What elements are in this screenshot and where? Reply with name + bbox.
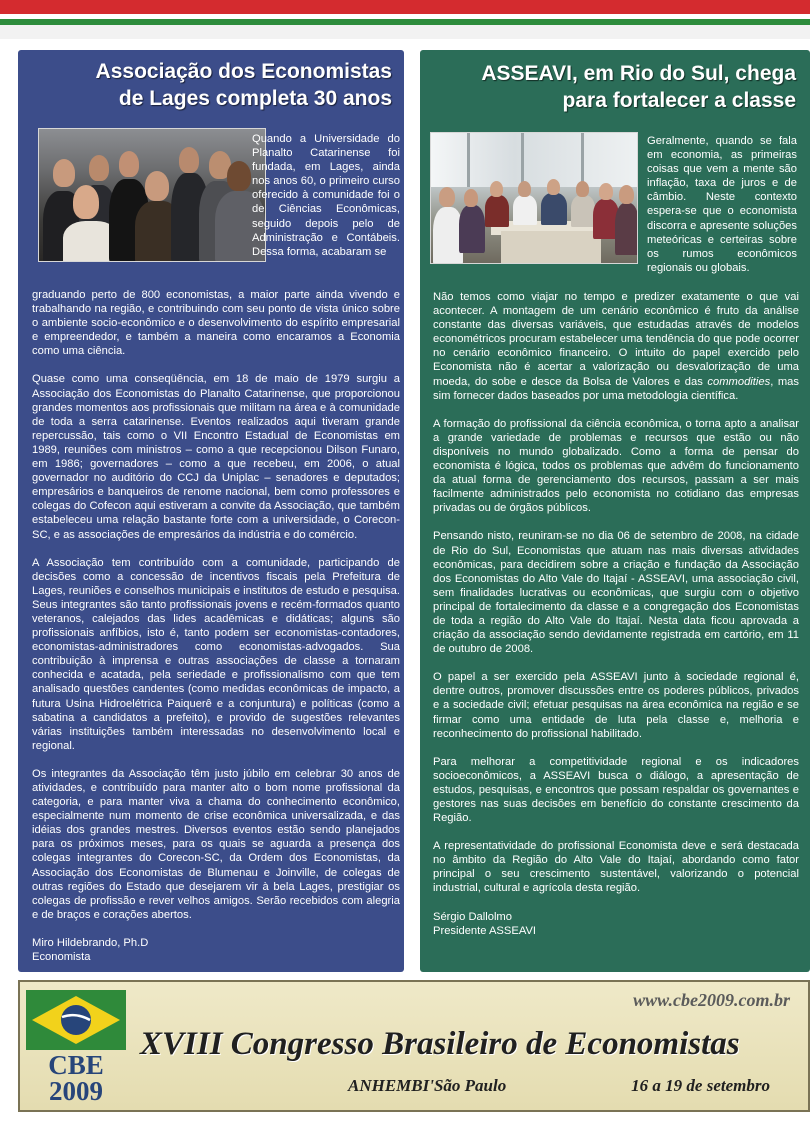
right-paragraph-3: Pensando nisto, reuniram-se no dia 06 de setembro de 2008, na cidade de Rio do Sul, Economistas que atuam nas mais diversas atividades econômicas, para decidirem sobre a criação e fundação da Associação dos Economistas do Alto Vale do Itajaí - ASSEAVI, uma associação civil, sem finalidades lucrativas ou econômicas, que surgiu com o objetivo principal de fortalecimento da classe e a congregação dos Economistas de toda a região do Alto Vale do Itajaí. Nesta data ficou aprovada a criação da associação sendo devidamente registrada em cartório, em 11 de outubro de 2008. — [433, 530, 799, 656]
right-paragraph-5: Para melhorar a competitividade regional e os indicadores socioeconômicos, a ASSEAVI busca o diálogo, a apresentação de estudos, pesquisas, e encontros que possam respaldar os governantes e gestores nas suas decisões em benefício do constante crescimento da Região. — [433, 755, 799, 825]
left-title-line-1: Associação dos Economistas — [95, 60, 392, 83]
left-article-body — [32, 288, 400, 964]
top-stripe-gray — [0, 25, 810, 39]
right-paragraph-1-commodities: commodities — [707, 375, 771, 388]
right-intro-text: Geralmente, quando se fala em economia, as primeiras coisas que vem a mente são inflação, taxa de juros e de câmbio. Neste contexto espera-se que o economista discorra e apresente soluções meteóricas e certeiras sobre os rumos econômicos regionais ou globais. — [647, 135, 797, 274]
right-signature-name: Sérgio Dallolmo — [433, 910, 512, 923]
left-signature-name: Miro Hildebrando, Ph.D — [32, 936, 149, 949]
left-paragraph-1: graduando perto de 800 economistas, a maior parte ainda vivendo e trabalhando na região, e contribuindo com seu ponto de vista único sobre o ambiente socio-econômico e o desenvolvimento do espírito empresarial e empreendedor, e também a maneira como encaramos a Economia como uma ciência. — [32, 289, 400, 358]
congress-date: 16 a 19 de setembro — [631, 1076, 770, 1095]
congress-title: XVIII Congresso Brasileiro de Economistas — [140, 1026, 740, 1062]
right-paragraph-4: O papel a ser exercido pela ASSEAVI junto à sociedade regional é, dentre outros, promover discussões entre os poderes públicos, privados e a sociedade civil; efetuar pesquisas na área econômica na região e se firmar como uma entidade de luta pela classe e, melhoria e reconhecimento do profissional habilitado. — [433, 671, 799, 740]
left-signature-role: Economista — [32, 951, 91, 964]
left-article-title — [28, 58, 392, 112]
right-meeting-photo — [430, 132, 638, 264]
right-article-body — [433, 290, 799, 938]
cbe-logo — [26, 990, 126, 1106]
right-paragraph-1-b: , mas sim fornecer dados baseados por uma metodologia científica. — [433, 375, 799, 402]
cbe-logo-year: 2009 — [49, 1076, 103, 1106]
right-article — [420, 50, 810, 972]
right-paragraph-1-a: Não temos como viajar no tempo e predizer exatamente o que vai acontecer. A montagem de um cenário econômico é fruto da análise constante das diversas variáveis, que estudadas através de modelos econométricos procuram estabelecer uma tendência do que pode ocorrer no cenário econômico financeiro. O intuito do papel exercido pelo Economista não é acertar a valorização ou desvalorização de uma moeda, do sobe e desce da Bolsa de Valores e das — [433, 291, 799, 388]
left-intro-text: Quando a Universidade do Planalto Catarinense foi fundada, em Lages, ainda nos anos 60, o primeiro curso oferecido à comunidade foi o de Ciências Econômicas, seguido depois pelo de Administração e Contábeis. Dessa forma, acabaram se — [252, 133, 400, 258]
congress-url[interactable]: www.cbe2009.com.br — [633, 990, 790, 1010]
congress-banner — [18, 980, 810, 1112]
left-group-photo — [38, 128, 266, 262]
right-title-line-1: ASSEAVI, em Rio do Sul, chega — [481, 62, 796, 85]
right-paragraph-6: A representatividade do profissional Economista deve e será destacada no âmbito da Região do Alto Vale do Itajaí, abordando como fator principal o seu crescimento sustentável, valorizando o potencial industrial, cultural e agrícola desta região. — [433, 840, 799, 895]
left-title-line-2: de Lages completa 30 anos — [118, 87, 392, 110]
cbe-logo-text: CBE — [48, 1050, 104, 1080]
left-paragraph-4: Os integrantes da Associação têm justo júbilo em celebrar 30 anos de atividades, e contribuído para manter alto o bom nome profissional da categoria, e para manter viva a chama do conhecimento econômico, especialmente num momento de crise econômica universalizada, e das idéias dos grandes mestres. Diversos eventos estão sendo planejados para os próximos meses, para os quais se aguarda a presença dos colegas integrantes do Corecon-SC, da Ordem dos Economistas, da Associação dos Economistas de Blumenau e Joinville, de colegas de outras regiões do Estado que desejarem vir à bela Lages, prestigiar os colegas de profissão e rever velhos amigos. Serão recebidos com alegria e de braços e corações abertos. — [32, 767, 400, 921]
cbe-logo-flag-icon — [26, 990, 126, 1050]
left-article — [18, 50, 404, 972]
left-paragraph-3: A Associação tem contribuído com a comunidade, participando de decisões como a concessão de incentivos fiscais pela Prefeitura de Lages, reuniões e conselhos municipais e institutos de estudo e pesquisa. Seus integrantes são tanto profissionais jovens e recém-formados quanto veteranos, calejados das lides acadêmicas e didáticas; alguns são profissionais anfíbios, isto é, tanto podem ser economistas-contadores, economistas-administradores como economistas-advogados. Sua contribuição à imprensa e outras associações de classe a tornaram conhecida e acatada, pela seriedade e profissionalismo com que tem analisado questões candentes (como medidas econômicas de impacto, a futura Usina Hidroelétrica Paiquerê e a conjuntura) e políticas (como a sabatina a candidatos a prefeito), e provido de sugestões relevantes várias instituições também interessadas no desenvolvimento local e regional. — [32, 556, 400, 752]
right-signature-role: Presidente ASSEAVI — [433, 924, 537, 937]
right-title-line-2: para fortalecer a classe — [562, 89, 796, 112]
right-paragraph-1 — [433, 290, 799, 403]
left-paragraph-2: Quase como uma conseqüência, em 18 de maio de 1979 surgiu a Associação dos Economistas do Planalto Catarinense, que proporcionou grandes momentos aos profissionais que militam na área e à comunidade de toda a serra catarinense. Eventos realizados aqui tiveram grande repercussão, tais como o VII Encontro Estadual de Economistas em 1989, reuniões com ministros – como a que recepcionou Dilson Funaro, em 1986; governadores – como a que recebeu, em 2006, o atual governador no auditório do CCJ da Uniplac – senadores e deputados; empresários e banqueiros de renome nacional, bem como professores e colegas do Cofecon aqui estiveram a convite da Associação, que também estabeleceu uma relação bastante forte com a universidade, o Corecon-SC, e as associações de empresários da indústria e do comércio. — [32, 373, 400, 541]
congress-venue: ANHEMBI'São Paulo — [348, 1076, 507, 1095]
right-article-title — [430, 60, 796, 114]
top-stripe-red — [0, 0, 810, 14]
right-paragraph-2: A formação do profissional da ciência econômica, o torna apto a analisar a grande variedade de problemas e recursos que estão ou não disponíveis no mundo globalizado. Como a forma de pensar do economista é lógica, todos os problemas que advêm do funcionamento da atual forma de gerenciamento dos recursos, passam a ser mais facilmente administrados pelo economista no cotidiano das empresas privadas ou de órgãos públicos. — [433, 417, 799, 515]
